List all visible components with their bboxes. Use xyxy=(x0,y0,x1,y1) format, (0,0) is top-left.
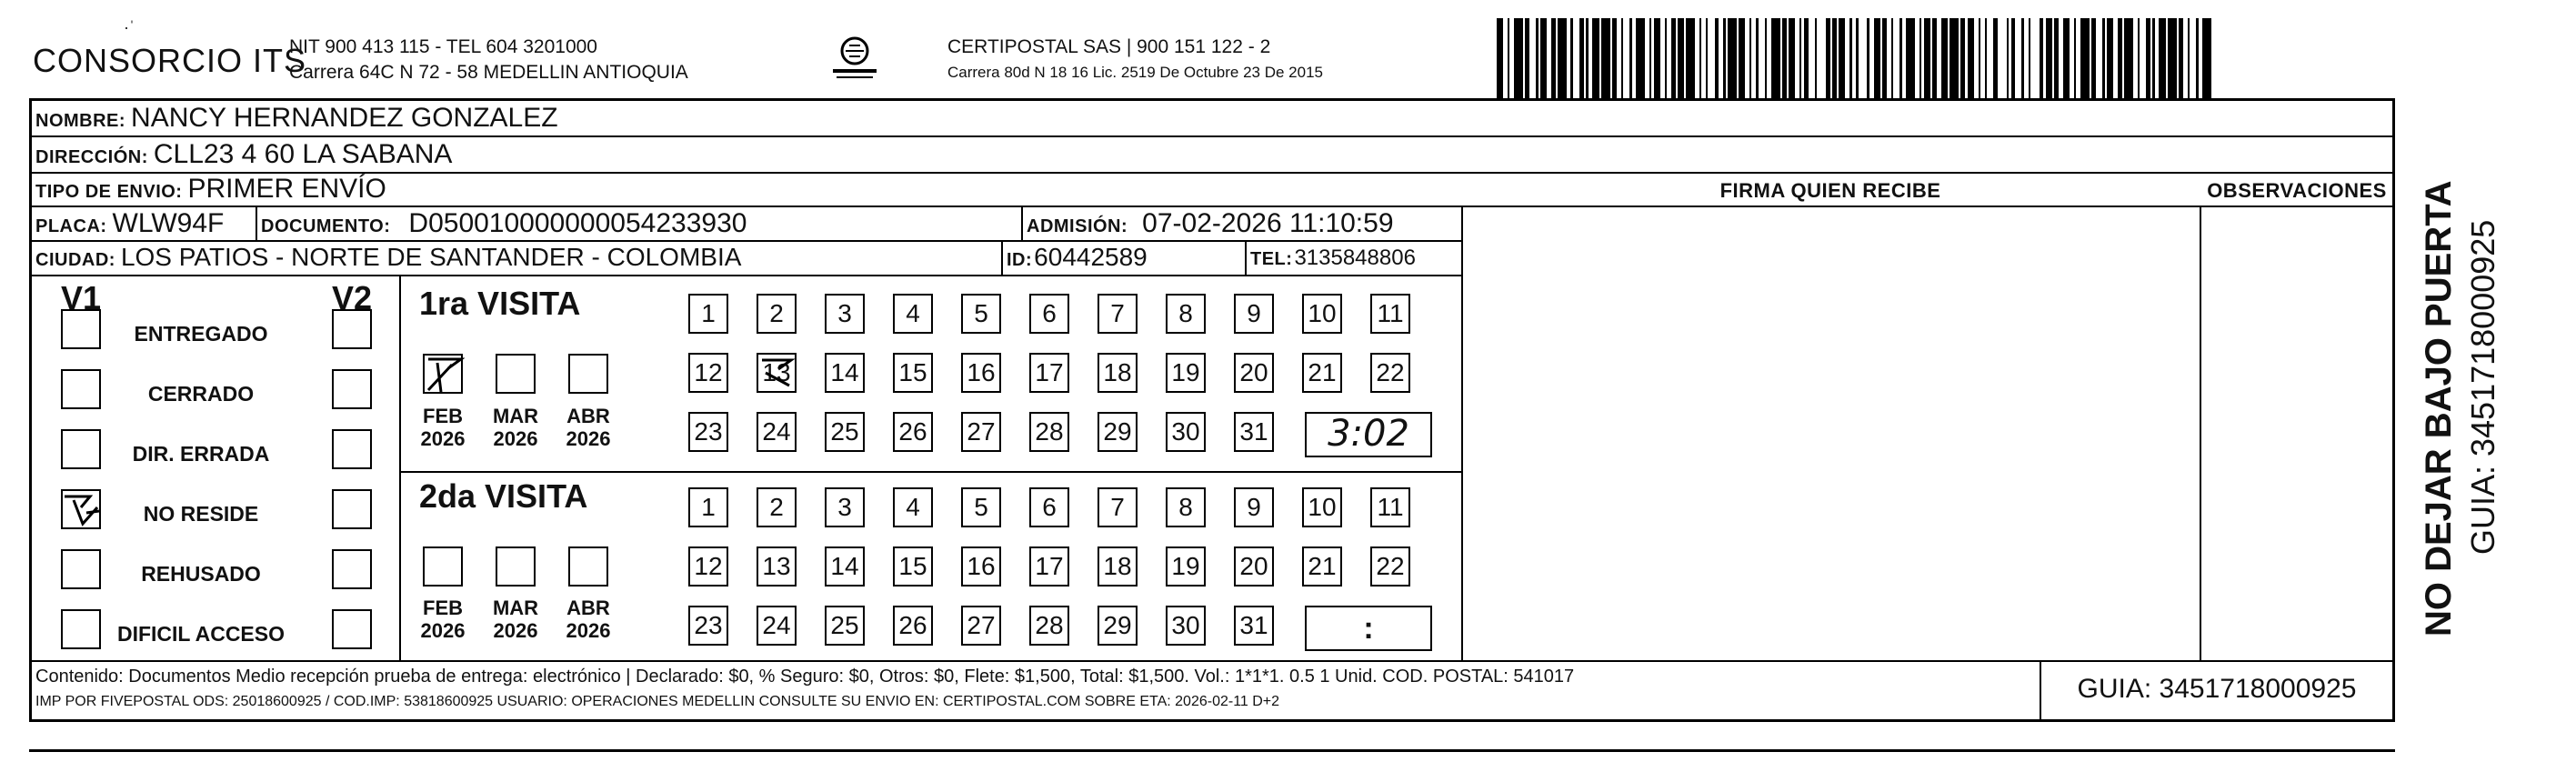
visit1-day-box[interactable] xyxy=(825,294,865,334)
visit1-day-box[interactable] xyxy=(1098,353,1138,393)
day-number: 7 xyxy=(1110,493,1125,521)
day-number: 8 xyxy=(1178,493,1193,521)
day-number: 25 xyxy=(830,417,859,446)
day-number: 17 xyxy=(1035,358,1064,386)
barcode-bar xyxy=(1950,18,1959,98)
visit2-day-box[interactable] xyxy=(757,546,797,587)
day-number: 30 xyxy=(1171,611,1200,639)
barcode-bar xyxy=(2080,18,2090,98)
side-guia: GUIA: 3451718000925 xyxy=(2464,219,2501,555)
visit2-day-box[interactable] xyxy=(1029,487,1069,527)
visit1-day-box[interactable] xyxy=(825,412,865,452)
barcode-bar xyxy=(1686,18,1695,98)
day-number: 3 xyxy=(837,299,852,327)
visit1-day-box[interactable] xyxy=(961,412,1001,452)
carrier-info xyxy=(947,35,1323,85)
status-label: DIFICIL ACCESO xyxy=(116,622,285,646)
visit1-time-box[interactable] xyxy=(1305,412,1432,457)
visit1-month-label: MAR 2026 xyxy=(492,405,539,450)
barcode-gap xyxy=(1998,18,2007,98)
visit2-time: : xyxy=(1363,611,1374,646)
day-number: 28 xyxy=(1035,611,1064,639)
day-number: 13 xyxy=(762,552,791,580)
day-number: 31 xyxy=(1239,417,1268,446)
day-number: 20 xyxy=(1239,552,1268,580)
day-number: 6 xyxy=(1042,299,1057,327)
day-number: 26 xyxy=(898,417,927,446)
company-info xyxy=(289,35,688,85)
visit1-day-box[interactable] xyxy=(1098,294,1138,334)
certipostal-logo xyxy=(827,31,882,85)
barcode-gap xyxy=(1573,18,1579,98)
visit2-day-box[interactable] xyxy=(1302,487,1342,527)
day-number: 23 xyxy=(694,417,723,446)
day-number: 1 xyxy=(701,493,716,521)
visit1-month-label: ABR 2026 xyxy=(566,405,611,450)
day-number: 26 xyxy=(898,611,927,639)
visit1-day-box[interactable] xyxy=(688,412,728,452)
barcode-bar xyxy=(2124,18,2133,98)
day-number: 14 xyxy=(830,552,859,580)
barcode-bar xyxy=(1497,18,1503,98)
visit1-day-box[interactable] xyxy=(825,353,865,393)
visit2-day-box[interactable] xyxy=(825,546,865,587)
day-number: 27 xyxy=(967,417,996,446)
visit2-day-box[interactable] xyxy=(1370,546,1410,587)
visit2-day-box[interactable] xyxy=(757,606,797,646)
visit1-day-box[interactable] xyxy=(1234,294,1274,334)
v1-header: V1 xyxy=(61,279,102,316)
day-number: 16 xyxy=(967,552,996,580)
visit2-day-box[interactable] xyxy=(688,487,728,527)
visit1-time: 3:02 xyxy=(1328,413,1409,455)
barcode-gap xyxy=(1893,18,1899,98)
observaciones-header: OBSERVACIONES xyxy=(2207,179,2387,202)
visit2-day-box[interactable] xyxy=(1166,487,1206,527)
day-number: 15 xyxy=(898,552,927,580)
day-number: 31 xyxy=(1239,611,1268,639)
visit2-day-box[interactable] xyxy=(1370,487,1410,527)
visit1-day-box[interactable] xyxy=(1029,412,1069,452)
visit2-day-box[interactable] xyxy=(688,546,728,587)
ciudad-value: LOS PATIOS - NORTE DE SANTANDER - COLOMBIA xyxy=(120,243,742,271)
nombre-row xyxy=(35,103,558,134)
day-number: 22 xyxy=(1376,552,1405,580)
day-number: 11 xyxy=(1377,299,1404,327)
visit1-day-box[interactable] xyxy=(893,353,933,393)
day-number: 25 xyxy=(830,611,859,639)
v2-checkbox[interactable] xyxy=(332,429,372,469)
visit2-day-box[interactable] xyxy=(1098,606,1138,646)
day-number: 10 xyxy=(1308,493,1337,521)
visit1-day-box[interactable] xyxy=(961,353,1001,393)
visit1-month-box-abr[interactable] xyxy=(568,354,608,394)
barcode-bar xyxy=(1924,18,1930,98)
visit1-day-box[interactable] xyxy=(757,412,797,452)
barcode-bar xyxy=(1514,18,1523,98)
side-warning: NO DEJAR BAJO PUERTA xyxy=(2419,180,2459,637)
visit2-day-box[interactable] xyxy=(825,606,865,646)
v2-checkbox[interactable] xyxy=(332,549,372,589)
documento-value: D050010000000054233930 xyxy=(408,208,747,238)
barcode-bar xyxy=(1678,18,1684,98)
visit1-day-box[interactable] xyxy=(1370,294,1410,334)
status-label: NO RESIDE xyxy=(143,502,259,526)
tipo-label: TIPO DE ENVIO: xyxy=(35,182,183,202)
visit1-day-box[interactable] xyxy=(893,294,933,334)
tel-label: TEL: xyxy=(1250,249,1293,269)
visit2-month-box-mar[interactable] xyxy=(496,546,536,587)
day-number: 11 xyxy=(1377,493,1404,521)
visit2-day-box[interactable] xyxy=(1302,546,1342,587)
visit1-day-box[interactable] xyxy=(1029,353,1069,393)
visit1-day-box[interactable] xyxy=(961,294,1001,334)
day-number: 2 xyxy=(769,493,784,521)
day-number: 21 xyxy=(1308,552,1337,580)
visit1-day-box[interactable] xyxy=(1302,353,1342,393)
company-nit: NIT 900 413 115 - TEL 604 3201000 xyxy=(289,36,597,57)
barcode-gap xyxy=(2015,18,2021,98)
day-number: 23 xyxy=(694,611,723,639)
direccion-row xyxy=(35,139,452,170)
visit1-day-box[interactable] xyxy=(1166,412,1206,452)
barcode-gap xyxy=(1529,18,1536,98)
barcode-bar xyxy=(2046,18,2052,98)
tipo-value: PRIMER ENVÍO xyxy=(187,174,386,204)
day-number: 27 xyxy=(967,611,996,639)
barcode-bar xyxy=(1941,18,1948,98)
status-label: ENTREGADO xyxy=(134,322,268,346)
documento-row xyxy=(261,208,747,239)
day-number: 15 xyxy=(898,358,927,386)
bottom-rule xyxy=(29,749,2395,752)
admision-label: ADMISIÓN: xyxy=(1027,216,1128,236)
barcode-bar xyxy=(1906,18,1915,98)
day-number: 29 xyxy=(1103,611,1132,639)
barcode-gap xyxy=(1759,18,1765,98)
v2-header: V2 xyxy=(332,279,373,316)
barcode-bar xyxy=(1789,18,1795,98)
placa-label: PLACA: xyxy=(35,216,107,236)
carrier-name: CERTIPOSTAL SAS | 900 151 122 - 2 xyxy=(947,36,1271,57)
visit1-day-box[interactable] xyxy=(1234,412,1274,452)
day-number: 19 xyxy=(1171,552,1200,580)
direccion-value: CLL23 4 60 LA SABANA xyxy=(153,139,453,169)
visit2-day-box[interactable] xyxy=(1166,546,1206,587)
direccion-label: DIRECCIÓN: xyxy=(35,147,148,167)
tel-row xyxy=(1250,246,1416,271)
visit2-month-label: MAR 2026 xyxy=(492,597,539,642)
barcode-gap xyxy=(2096,18,2102,98)
day-number: 13 xyxy=(762,358,791,386)
day-number: 5 xyxy=(974,299,988,327)
barcode-bar xyxy=(1540,18,1547,98)
tel-value: 3135848806 xyxy=(1294,246,1416,270)
visit2-title: 2da VISITA xyxy=(419,477,588,515)
barcode-bar xyxy=(1968,18,1974,98)
visit2-month-box-abr[interactable] xyxy=(568,546,608,587)
day-number: 12 xyxy=(694,552,723,580)
visit1-title: 1ra VISITA xyxy=(419,285,581,322)
visit2-day-box[interactable] xyxy=(893,546,933,587)
status-label: CERRADO xyxy=(147,382,255,406)
barcode-gap xyxy=(2140,18,2146,98)
day-number: 3 xyxy=(837,493,852,521)
v2-checkbox[interactable] xyxy=(332,489,372,529)
visit1-day-box[interactable] xyxy=(1370,353,1410,393)
id-value: 60442589 xyxy=(1034,243,1148,271)
visit1-day-box[interactable] xyxy=(688,294,728,334)
barcode xyxy=(1497,18,2224,98)
day-number: 19 xyxy=(1171,358,1200,386)
visit2-day-box[interactable] xyxy=(893,487,933,527)
day-number: 28 xyxy=(1035,417,1064,446)
visit1-day-box[interactable] xyxy=(688,353,728,393)
barcode-bar xyxy=(2202,18,2211,98)
placa-value: WLW94F xyxy=(112,208,225,238)
visit2-day-box[interactable] xyxy=(1234,487,1274,527)
company-address: Carrera 64C N 72 - 58 MEDELLIN ANTIOQUIA xyxy=(289,62,688,83)
day-number: 12 xyxy=(694,358,723,386)
day-number: 24 xyxy=(762,611,791,639)
day-number: 30 xyxy=(1171,417,1200,446)
status-label: DIR. ERRADA xyxy=(132,442,270,466)
visit2-day-box[interactable] xyxy=(757,487,797,527)
barcode-gap xyxy=(1623,18,1629,98)
barcode-gap xyxy=(2030,18,2040,98)
id-row xyxy=(1007,243,1148,272)
visit1-day-box[interactable] xyxy=(893,412,933,452)
header-mark: ·ˈ xyxy=(124,18,135,36)
barcode-gap xyxy=(1817,18,1826,98)
nombre-label: NOMBRE: xyxy=(35,111,126,131)
ciudad-label: CIUDAD: xyxy=(35,250,115,270)
barcode-gap xyxy=(2190,18,2196,98)
admision-value: 07-02-2026 11:10:59 xyxy=(1142,208,1394,238)
v2-checkbox[interactable] xyxy=(332,609,372,649)
documento-label: DOCUMENTO: xyxy=(261,216,391,236)
barcode-bar xyxy=(1592,18,1599,98)
barcode-bar xyxy=(1558,18,1567,98)
visit1-day-box[interactable] xyxy=(1098,412,1138,452)
barcode-bar xyxy=(1839,18,1845,98)
barcode-bar xyxy=(1728,18,1737,98)
day-number: 1 xyxy=(701,299,716,327)
barcode-gap xyxy=(1987,18,1993,98)
visit1-month-label: FEB 2026 xyxy=(420,405,466,450)
day-number: 24 xyxy=(762,417,791,446)
admision-row xyxy=(1027,208,1394,239)
visit2-day-box[interactable] xyxy=(893,606,933,646)
visit2-month-label: FEB 2026 xyxy=(420,597,466,642)
visit2-day-box[interactable] xyxy=(1098,546,1138,587)
id-label: ID: xyxy=(1007,250,1033,270)
day-number: 18 xyxy=(1103,552,1132,580)
day-number: 17 xyxy=(1035,552,1064,580)
barcode-bar xyxy=(2107,18,2113,98)
visit2-day-box[interactable] xyxy=(1234,606,1274,646)
day-number: 2 xyxy=(769,299,784,327)
day-number: 6 xyxy=(1042,493,1057,521)
barcode-gap xyxy=(1708,18,1714,98)
check-mark-icon xyxy=(425,356,465,396)
visit2-month-box-feb[interactable] xyxy=(423,546,463,587)
barcode-bar xyxy=(1874,18,1880,98)
day-number: 29 xyxy=(1103,417,1132,446)
visit2-month-label: ABR 2026 xyxy=(566,597,611,642)
visit1-day-box[interactable] xyxy=(1166,353,1206,393)
visit2-day-box[interactable] xyxy=(1029,606,1069,646)
visit1-day-box[interactable] xyxy=(1029,294,1069,334)
company-name: CONSORCIO ITS xyxy=(33,42,307,79)
visit1-day-box[interactable] xyxy=(1234,353,1274,393)
day-number: 22 xyxy=(1376,358,1405,386)
barcode-gap xyxy=(1809,18,1815,98)
footer-imp: IMP POR FIVEPOSTAL ODS: 25018600925 / COD.IMP: 53818600925 USUARIO: OPERACIONES MEDELLIN CONSULTE SU ENVIO EN: CERTIPOSTAL.COM SOBRE ETA: 2026-02-11 D+2 xyxy=(35,694,1280,709)
status-label: REHUSADO xyxy=(141,562,261,586)
barcode-bar xyxy=(1654,18,1660,98)
carrier-address: Carrera 80d N 18 16 Lic. 2519 De Octubre 23 De 2015 xyxy=(947,64,1323,81)
visit1-month-box-mar[interactable] xyxy=(496,354,536,394)
visit1-month-box-feb[interactable] xyxy=(423,354,463,394)
visit1-day-box[interactable] xyxy=(757,294,797,334)
visit2-day-box[interactable] xyxy=(1234,546,1274,587)
barcode-bar xyxy=(1771,18,1780,98)
day-number: 9 xyxy=(1247,493,1261,521)
day-number: 21 xyxy=(1308,358,1337,386)
tipo-row xyxy=(35,174,386,205)
day-number: 10 xyxy=(1308,299,1337,327)
barcode-gap xyxy=(1859,18,1868,98)
day-number: 8 xyxy=(1178,299,1193,327)
day-number: 7 xyxy=(1110,299,1125,327)
day-number: 20 xyxy=(1239,358,1268,386)
v2-checkbox[interactable] xyxy=(332,309,372,349)
day-number: 18 xyxy=(1103,358,1132,386)
visit1-day-box[interactable] xyxy=(1302,294,1342,334)
day-number: 5 xyxy=(974,493,988,521)
placa-row xyxy=(35,208,224,239)
barcode-bar xyxy=(2159,18,2165,98)
footer-contenido: Contenido: Documentos Medio recepción prueba de entrega: electrónico | Declarado: $0, % Seguro: $0, Otros: $0, Flete: $1,500, Total: $1,500. Vol.: 1*1*1. 0.5 1 Unid. COD. POSTAL: 541017 xyxy=(35,667,1575,687)
visit2-day-box[interactable] xyxy=(1098,487,1138,527)
day-number: 14 xyxy=(830,358,859,386)
visit2-day-box[interactable] xyxy=(688,606,728,646)
barcode-bar xyxy=(2063,18,2070,98)
visit2-time-box[interactable] xyxy=(1305,606,1432,651)
v2-checkbox[interactable] xyxy=(332,369,372,409)
footer-guia: GUIA: 3451718000925 xyxy=(2077,674,2357,704)
strike-mark-icon xyxy=(758,355,795,391)
barcode-bar xyxy=(2168,18,2177,98)
visit1-day-box[interactable] xyxy=(1166,294,1206,334)
visit2-day-box[interactable] xyxy=(961,546,1001,587)
delivery-form xyxy=(29,98,2395,722)
visit2-day-box[interactable] xyxy=(961,606,1001,646)
day-number: 9 xyxy=(1247,299,1261,327)
firma-header: FIRMA QUIEN RECIBE xyxy=(1719,179,1941,202)
ciudad-row xyxy=(35,243,741,272)
nombre-value: NANCY HERNANDEZ GONZALEZ xyxy=(131,103,558,133)
visit2-day-box[interactable] xyxy=(1166,606,1206,646)
barcode-bar xyxy=(1739,18,1745,98)
day-number: 16 xyxy=(967,358,996,386)
barcode-bar xyxy=(1636,18,1645,98)
visit2-day-box[interactable] xyxy=(961,487,1001,527)
visit2-day-box[interactable] xyxy=(1029,546,1069,587)
visit2-day-box[interactable] xyxy=(825,487,865,527)
visit1-day-box[interactable] xyxy=(757,353,797,393)
day-number: 4 xyxy=(906,493,920,521)
day-number: 4 xyxy=(906,299,920,327)
barcode-bar xyxy=(1601,18,1610,98)
